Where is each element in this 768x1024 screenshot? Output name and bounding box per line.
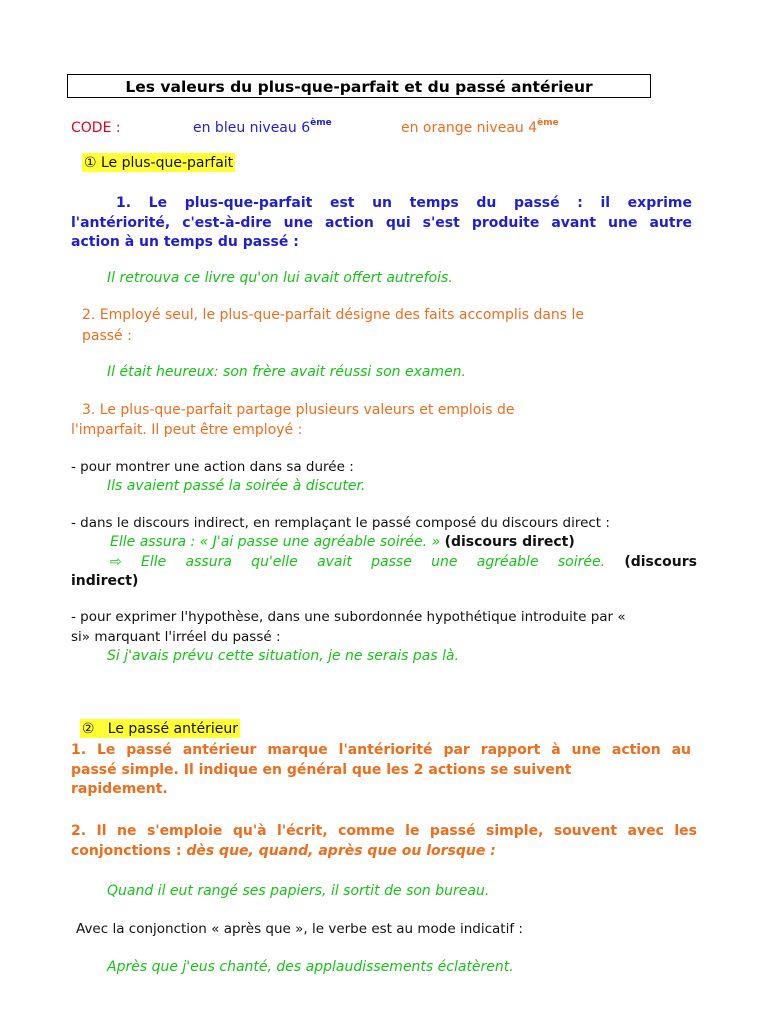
- use3-line2: si» marquant l'irréel du passé :: [71, 629, 281, 645]
- s2p2-line1: 2. Il ne s'emploie qu'à l'écrit, comme le passé simple, souvent avec les: [71, 823, 697, 839]
- s1p3-line2: l'imparfait. Il peut être employé :: [71, 422, 303, 438]
- example5-tag2: indirect): [71, 573, 139, 589]
- section2-heading-text: ② Le passé antérieur: [81, 721, 238, 737]
- section1-example3: Ils avaient passé la soirée à discuter.: [107, 478, 366, 494]
- code-orange: [401, 120, 559, 136]
- s2p1-line3: rapidement.: [71, 781, 168, 797]
- code-blue-text: en bleu niveau 6: [193, 120, 311, 136]
- section1-heading-text: ① Le plus-que-parfait: [84, 155, 234, 171]
- section1-paragraph1: [71, 194, 692, 253]
- section1-example6: Si j'avais prévu cette situation, je ne serais pas là.: [107, 648, 459, 664]
- example4-tag: (discours direct): [444, 534, 575, 550]
- example4-line: [110, 534, 575, 550]
- use3-line1: - pour exprimer l'hypothèse, dans une subordonnée hypothétique introduite par «: [71, 609, 626, 625]
- code-orange-text: en orange niveau 4: [401, 120, 538, 136]
- use2-text: - dans le discours indirect, en remplaçant le passé composé du discours direct :: [71, 515, 610, 531]
- title-box: [67, 74, 651, 98]
- section2-example1: Quand il eut rangé ses papiers, il sortit de son bureau.: [107, 883, 490, 899]
- section1-example5: ⇨ Elle assura qu'elle avait passe une agréable soirée.: [110, 554, 606, 570]
- section1-example2: Il était heureux: son frère avait réussi son examen.: [107, 364, 467, 380]
- s1p3-line1: 3. Le plus-que-parfait partage plusieurs valeurs et emplois de: [82, 402, 515, 418]
- section1-heading: [82, 155, 235, 171]
- example5-tag: (discours: [624, 554, 697, 570]
- section2-paragraph1: [71, 741, 691, 800]
- section2-heading: [71, 705, 240, 737]
- code-orange-sup: ème: [537, 118, 559, 128]
- s2p2-line2-a: conjonctions :: [71, 842, 187, 859]
- section1-example4: Elle assura : « J'ai passe une agréable soirée. »: [110, 534, 441, 550]
- page-title: Les valeurs du plus-que-parfait et du passé antérieur: [125, 78, 593, 96]
- example5-row: [110, 553, 697, 573]
- s1p2-line2: passé :: [82, 328, 132, 344]
- s1p2-line1: 2. Employé seul, le plus-que-parfait désigne des faits accomplis dans le: [82, 307, 585, 323]
- s2p1-line1: 1. Le passé antérieur marque l'antériorité par rapport à une action au: [71, 742, 691, 758]
- s2p2-line2: [71, 842, 697, 862]
- code-blue-sup: ème: [310, 118, 332, 128]
- s2p2-line2-b: dès que, quand, après que ou lorsque :: [186, 842, 496, 859]
- example5-line: [110, 553, 697, 573]
- s1p1-line3: action à un temps du passé :: [71, 234, 299, 250]
- s2p1-line2: passé simple. Il indique en général que les 2 actions se suivent: [71, 761, 572, 778]
- section2-example2: Après que j'eus chanté, des applaudissements éclatèrent.: [107, 959, 514, 975]
- use1-text: - pour montrer une action dans sa durée :: [71, 459, 354, 475]
- s1p1-line2: l'antériorité, c'est-à-dire une action qui s'est produite avant une autre: [71, 214, 692, 231]
- code-label: CODE :: [71, 120, 121, 136]
- section1-example1: Il retrouva ce livre qu'on lui avait offert autrefois.: [107, 270, 453, 286]
- code-blue: [193, 120, 332, 136]
- section2-paragraph2: [71, 822, 697, 861]
- s1p1-line1: 1. Le plus-que-parfait est un temps du passé : il exprime: [116, 195, 692, 211]
- section2-note: Avec la conjonction « après que », le verbe est au mode indicatif :: [76, 921, 523, 937]
